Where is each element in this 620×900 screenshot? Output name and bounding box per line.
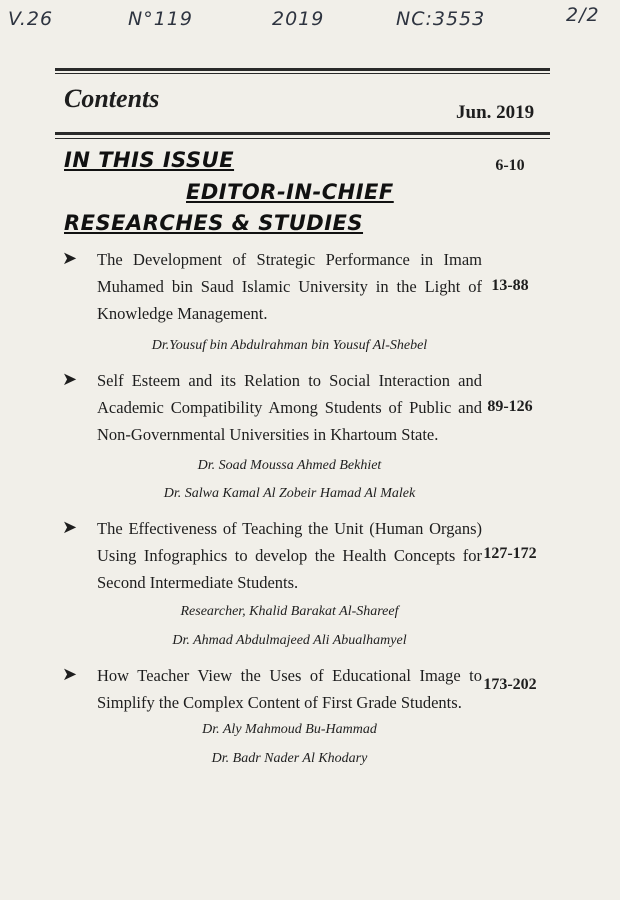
article-3-pages: 127-172	[483, 545, 537, 562]
editor-pages: 6-10	[495, 157, 525, 174]
header-bottom-rule	[55, 132, 550, 135]
article-1-author-1: Dr.Yousuf bin Abdulrahman bin Yousuf Al-Shebel	[151, 338, 428, 353]
article-1-pages: 13-88	[491, 277, 529, 294]
article-4-bullet: ➤	[62, 664, 78, 685]
article-3-bullet: ➤	[62, 517, 78, 538]
article-2-author-2: Dr. Salwa Kamal Al Zobeir Hamad Al Malek	[163, 486, 416, 501]
article-1-bullet: ➤	[62, 248, 78, 269]
section-researches-studies: RESEARCHES & STUDIES	[64, 211, 364, 235]
header-top-rule-thin	[55, 73, 550, 74]
article-4-author-1: Dr. Aly Mahmoud Bu-Hammad	[202, 722, 377, 737]
page-title: Contents	[64, 84, 160, 113]
handwritten-number: N°119	[128, 8, 193, 30]
section-in-this-issue: IN THIS ISSUE	[64, 148, 235, 172]
article-4-author-2: Dr. Badr Nader Al Khodary	[211, 751, 368, 766]
handwritten-page: 2/2	[566, 4, 600, 26]
article-2-pages: 89-126	[487, 398, 533, 415]
section-editor-in-chief: EDITOR-IN-CHIEF	[186, 180, 394, 204]
issue-date: Jun. 2019	[456, 102, 535, 123]
article-1-title: The Development of Strategic Performance in Imam Muhamed bin Saud Islamic University in the Light of Knowledge Management.	[97, 250, 482, 323]
article-3-author-1: Researcher, Khalid Barakat Al-Shareef	[180, 604, 399, 619]
article-3-title: The Effectiveness of Teaching the Unit (Human Organs) Using Infographics to develop the Health Concepts for Second Intermediate Students.	[97, 519, 482, 592]
article-2-author-1: Dr. Soad Moussa Ahmed Bekhiet	[197, 458, 382, 473]
handwritten-year: 2019	[272, 8, 325, 30]
article-2-title: Self Esteem and its Relation to Social Interaction and Academic Compatibility Among Students of Public and Non-Governmental Universities in Khartoum State.	[97, 371, 482, 444]
article-4-title: How Teacher View the Uses of Educational Image to Simplify the Complex Content of First Grade Students.	[97, 666, 482, 712]
header-bottom-rule-thin	[55, 138, 550, 139]
article-2-bullet: ➤	[62, 369, 78, 390]
header-top-rule	[55, 68, 550, 71]
handwritten-volume: V.26	[8, 8, 54, 30]
handwritten-code: NC:3553	[396, 8, 486, 30]
article-3-author-2: Dr. Ahmad Abdulmajeed Ali Abualhamyel	[172, 633, 407, 648]
article-4-pages: 173-202	[483, 676, 537, 693]
